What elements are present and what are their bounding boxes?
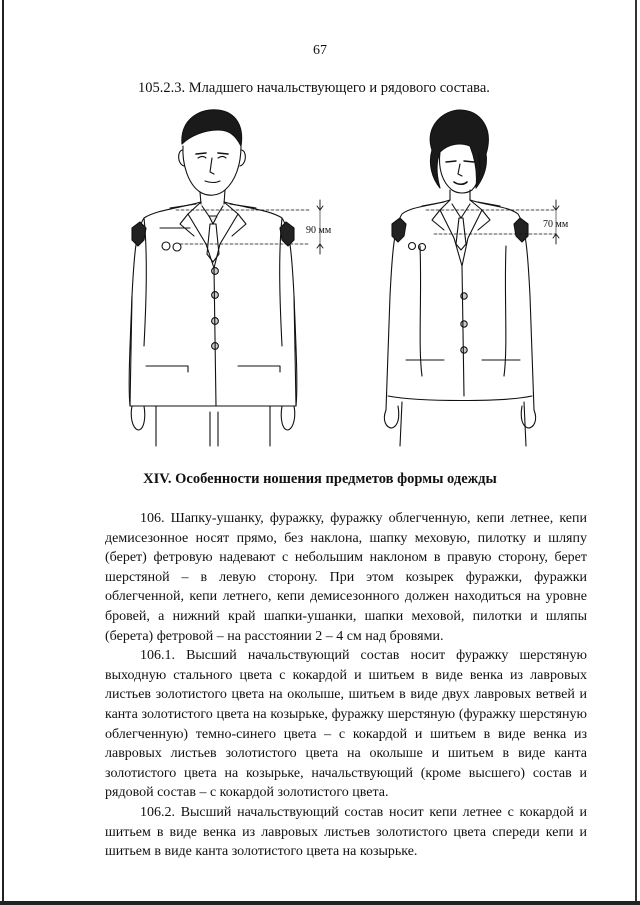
female-dimension-label: 70 мм: [543, 219, 569, 230]
female-figure: [384, 110, 559, 446]
scan-edge-right: [635, 0, 637, 905]
male-figure: [129, 110, 323, 446]
male-dimension-label: 90 мм: [306, 225, 332, 236]
paragraph-106: 106. Шапку-ушанку, фуражку, фуражку облегченную, кепи летнее, кепи демисезонное носят прямо, без наклона, шапку меховую, пилотку и шляпу (берет) фетровую надевают с небольшим наклоном в правую сторону, берет шерстяной – в левую сторону. При этом козырек фуражки, фуражки облегченной, кепи летнего, кепи демисезонного должен находиться на уровне бровей, а нижний край шапки-ушанки, шапки меховой, пилотки и шляпы (берета) фетровой – на расстоянии 2 – 4 см над бровями.: [105, 511, 587, 644]
subsection-heading: 105.2.3. Младшего начальствующего и рядового состава.: [138, 80, 490, 96]
scan-edge-bottom: [0, 901, 640, 905]
scan-edge-left: [2, 0, 4, 905]
body-text: [105, 509, 587, 862]
uniform-illustration: [110, 106, 580, 456]
paragraph-106-2: 106.2. Высший начальствующий состав носит кепи летнее с кокардой и шитьем в виде венка из лавровых листьев золотистого цвета спереди кепи и шитьем в виде канта золотистого цвета на козырьке.: [105, 804, 587, 860]
section-title: XIV. Особенности ношения предметов формы одежды: [143, 471, 497, 487]
page-number: 67: [313, 43, 327, 58]
paragraph-106-1: 106.1. Высший начальствующий состав носит фуражку шерстяную выходную стального цвета с кокардой и шитьем в виде венка из лавровых листьев золотистого цвета на околыше, шитьем в виде двух лавровых ветвей и канта золотистого цвета на козырьке, фуражку шерстяную (фуражку шерстяную облегченную) темно-синего цвета – с кокардой и шитьем в виде венка из лавровых листьев золотистого цвета на околыше и шитьем в виде канта золотистого цвета на козырьке, начальствующий (кроме высшего) состав и рядовой состав – с кокардой золотистого цвета.: [105, 648, 587, 801]
